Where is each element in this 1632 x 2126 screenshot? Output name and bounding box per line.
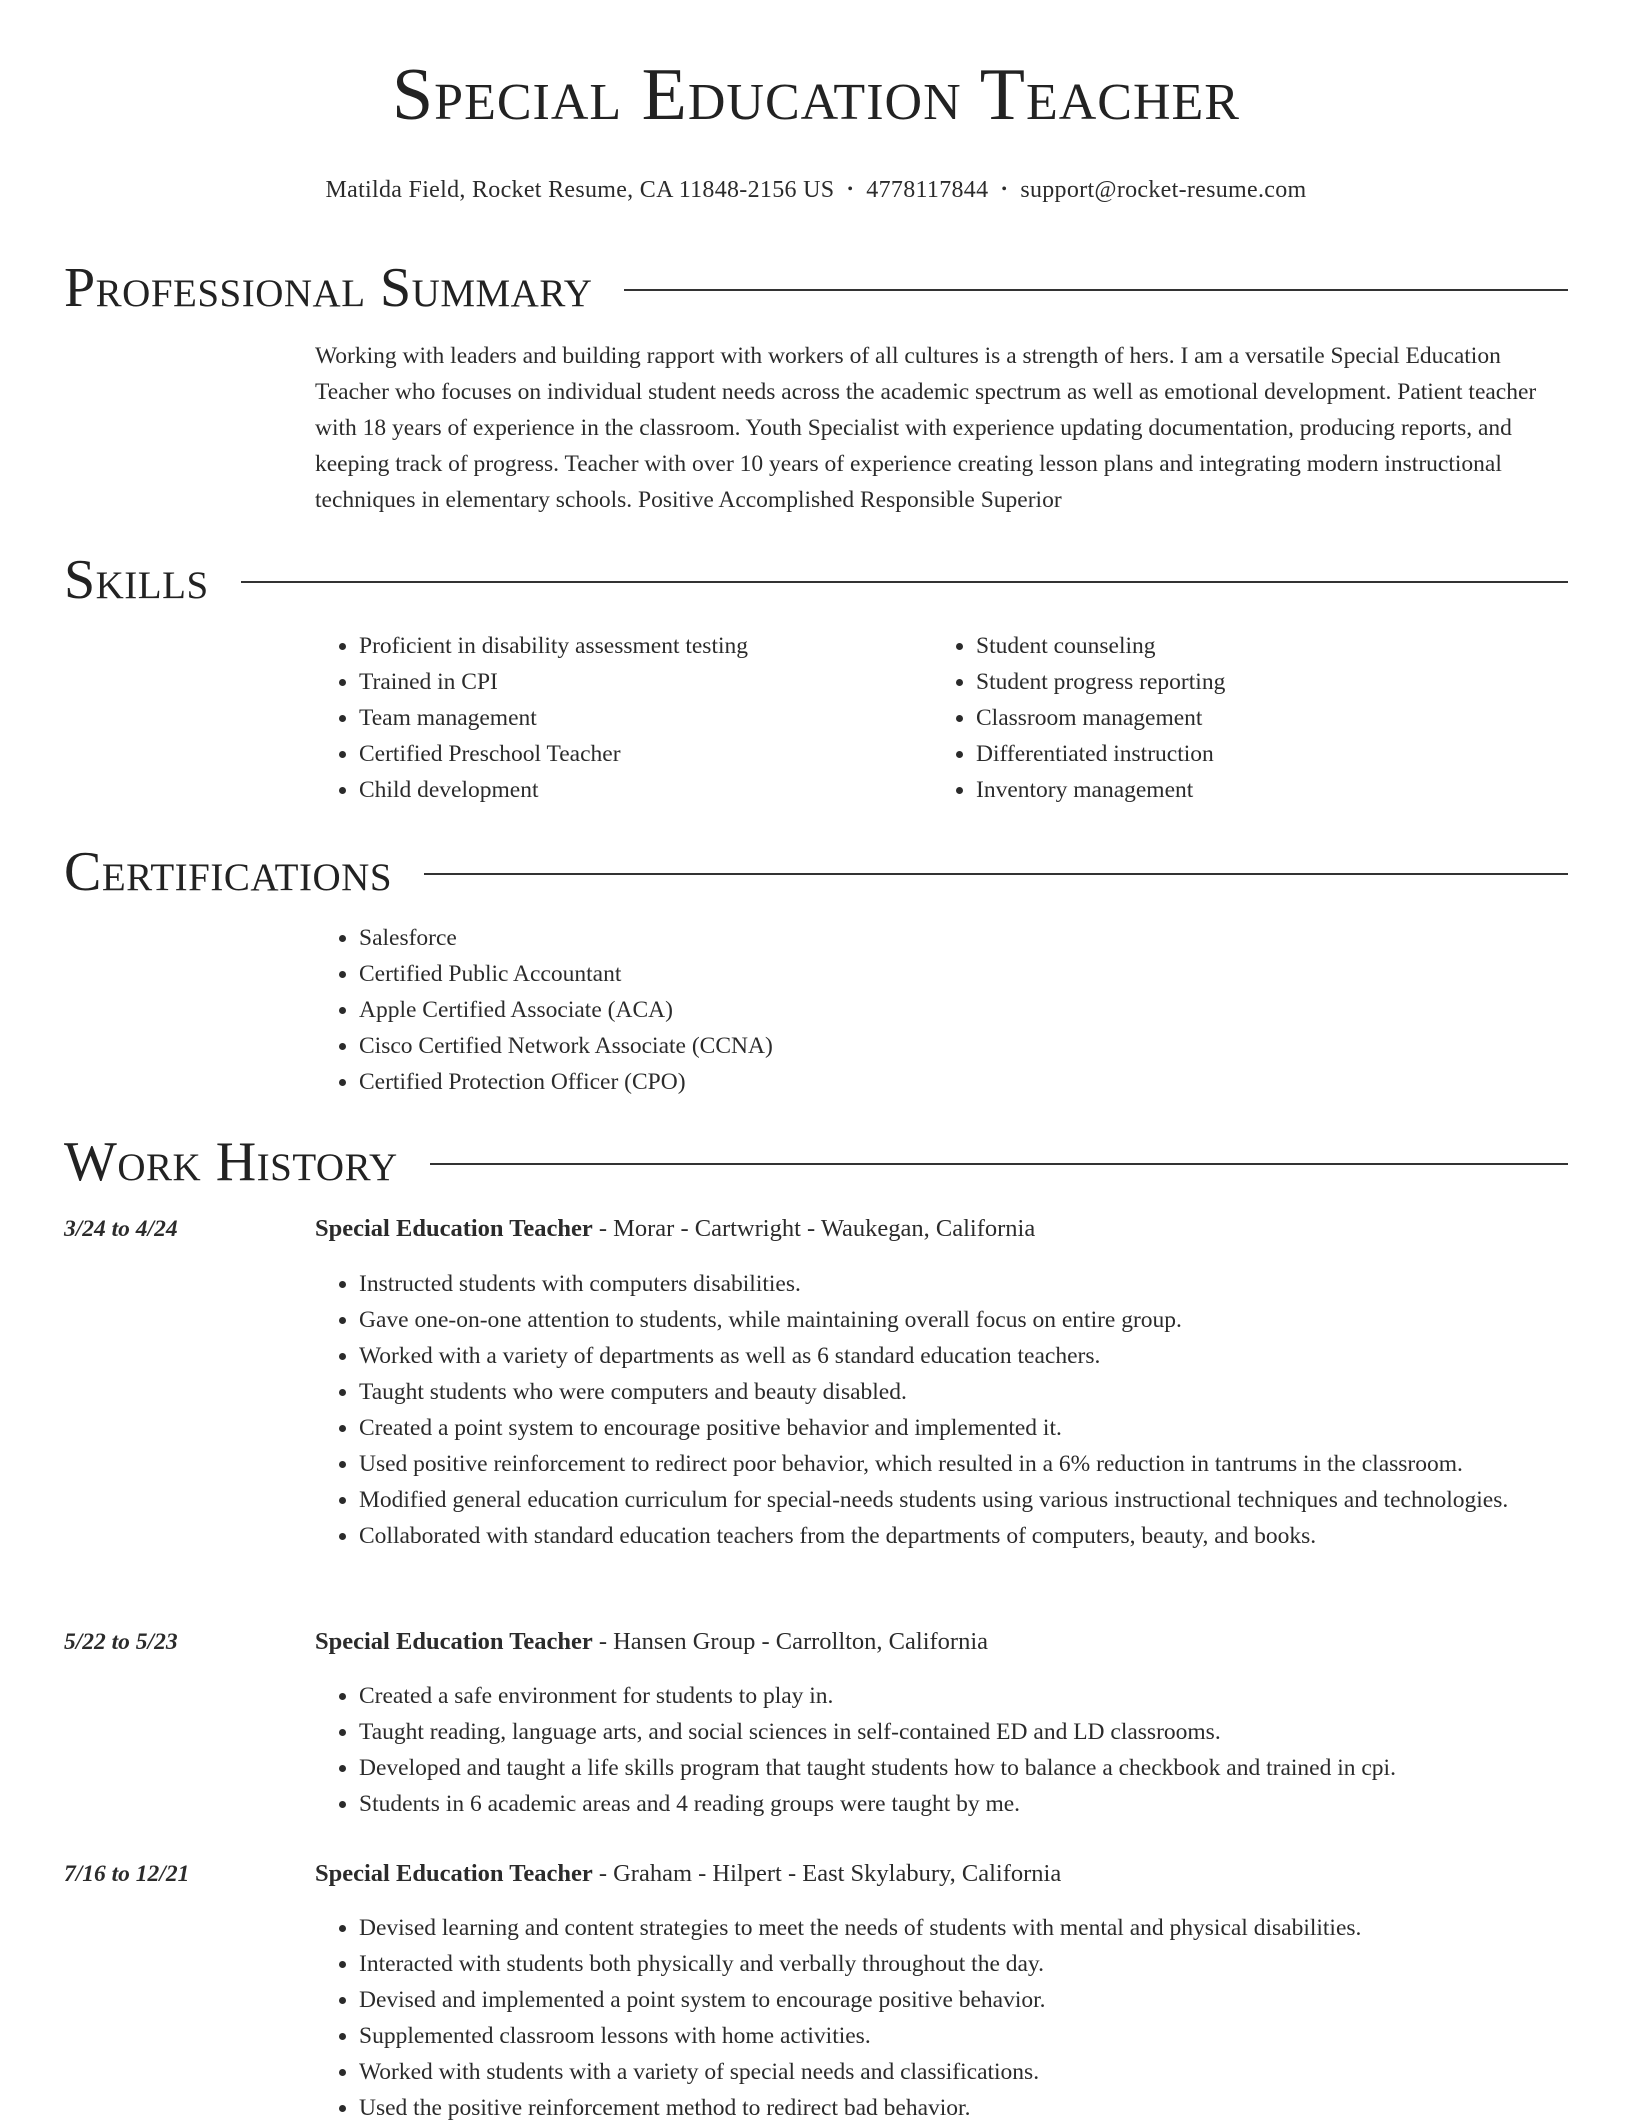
skills-column-left: [315, 628, 915, 808]
summary-text: Working with leaders and building rapport with workers of all cultures is a strength of hers. I am a versatile Special Education Teacher who focuses on individual student needs across the academic spectrum as well as emotional development. Patient teacher with 18 years of experience in the classroom. Youth Specialist with experience updating documentation, producing reports, and keeping track of progress. Teacher with over 10 years of experience creating lesson plans and integrating modern instructional techniques in elementary schools. Positive Accomplished Responsible Superior: [315, 343, 1537, 513]
job-dates: 7/16 to 12/21: [64, 1861, 190, 1887]
work-history-section-header: [64, 1131, 1568, 1193]
contact-line: [64, 176, 1568, 205]
job-title: Special Education Teacher: [315, 1860, 593, 1887]
job-dates: 3/24 to 4/24: [64, 1216, 178, 1242]
job-duty-item: • Students in 6 academic areas and 4 reading groups were taught by me.: [359, 1786, 1568, 1822]
summary-heading: Professional Summary: [64, 257, 593, 319]
skills-heading: Skills: [64, 549, 209, 611]
job-duties: [315, 1678, 1568, 1822]
skill-item: • Student progress reporting: [976, 664, 1532, 700]
skill-item: • Differentiated instruction: [976, 736, 1532, 772]
section-divider: [241, 581, 1568, 583]
job-duty-item: • Developed and taught a life skills program that taught students how to balance a checkbook and trained in cpi.: [359, 1750, 1568, 1786]
bullet-separator: •: [1001, 181, 1008, 198]
skills-column-right: [932, 628, 1532, 808]
work-history-heading: Work History: [64, 1131, 398, 1193]
job-duty-item: • Interacted with students both physically and verbally throughout the day.: [359, 1946, 1568, 1982]
job-duty-item: • Taught students who were computers and beauty disabled.: [359, 1374, 1568, 1410]
job-duty-item: • Collaborated with standard education teachers from the departments of computers, beauty, and books.: [359, 1518, 1568, 1554]
job-employer-location: - Hansen Group - Carrollton, California: [592, 1628, 989, 1655]
job-duty-item: • Used the positive reinforcement method to redirect bad behavior.: [359, 2090, 1568, 2126]
job-duty-item: • Gave one-on-one attention to students, while maintaining overall focus on entire group.: [359, 1302, 1568, 1338]
job-duty-item: • Created a point system to encourage positive behavior and implemented it.: [359, 1410, 1568, 1446]
skill-item: • Inventory management: [976, 772, 1532, 808]
job-duty-item: • Taught reading, language arts, and social sciences in self-contained ED and LD classrooms.: [359, 1714, 1568, 1750]
job-duty-item: • Instructed students with computers disabilities.: [359, 1266, 1568, 1302]
job-header: [315, 1624, 1568, 1660]
certification-item: • Cisco Certified Network Associate (CCNA): [359, 1028, 1315, 1064]
skill-item: • Child development: [359, 772, 915, 808]
contact-phone: 4778117844: [866, 177, 989, 203]
job-duty-item: • Devised and implemented a point system to encourage positive behavior.: [359, 1982, 1568, 2018]
section-divider: [624, 289, 1568, 291]
job-duties: [315, 1266, 1568, 1554]
section-divider: [430, 1163, 1568, 1165]
page-title: Special Education Teacher: [392, 54, 1240, 136]
skill-item: • Certified Preschool Teacher: [359, 736, 915, 772]
job-employer-location: - Morar - Cartwright - Waukegan, California: [592, 1215, 1036, 1242]
certification-item: • Certified Protection Officer (CPO): [359, 1064, 1315, 1100]
job-title: Special Education Teacher: [315, 1215, 593, 1242]
certification-item: • Apple Certified Associate (ACA): [359, 992, 1315, 1028]
skill-item: • Trained in CPI: [359, 664, 915, 700]
skill-item: • Team management: [359, 700, 915, 736]
job-header: [315, 1856, 1568, 1892]
job-duty-item: • Used positive reinforcement to redirect poor behavior, which resulted in a 6% reduction in tantrums in the classroom.: [359, 1446, 1568, 1482]
job-duties: [315, 1910, 1568, 2126]
skill-item: • Proficient in disability assessment testing: [359, 628, 915, 664]
section-divider: [424, 873, 1568, 875]
job-duty-item: • Modified general education curriculum for special-needs students using various instructional techniques and technologies.: [359, 1482, 1568, 1518]
job-duty-item: • Worked with students with a variety of special needs and classifications.: [359, 2054, 1568, 2090]
job-header: [315, 1211, 1568, 1247]
certification-item: • Certified Public Accountant: [359, 956, 1315, 992]
certification-item: • Salesforce: [359, 920, 1315, 956]
job-duty-item: • Devised learning and content strategies to meet the needs of students with mental and physical disabilities.: [359, 1910, 1568, 1946]
skill-item: • Classroom management: [976, 700, 1532, 736]
job-duty-item: • Supplemented classroom lessons with home activities.: [359, 2018, 1568, 2054]
job-employer-location: - Graham - Hilpert - East Skylabury, California: [592, 1860, 1062, 1887]
skill-item: • Student counseling: [976, 628, 1532, 664]
certifications-list: [315, 920, 1315, 1100]
summary-section-header: [64, 257, 1568, 319]
job-duty-item: • Worked with a variety of departments as well as 6 standard education teachers.: [359, 1338, 1568, 1374]
certifications-heading: Certifications: [64, 841, 393, 903]
job-dates: 5/22 to 5/23: [64, 1629, 178, 1655]
job-duty-item: • Created a safe environment for students to play in.: [359, 1678, 1568, 1714]
bullet-separator: •: [847, 181, 854, 198]
certifications-section-header: [64, 841, 1568, 903]
job-title: Special Education Teacher: [315, 1628, 593, 1655]
skills-section-header: [64, 549, 1568, 611]
contact-email: support@rocket-resume.com: [1020, 177, 1307, 203]
contact-address: Matilda Field, Rocket Resume, CA 11848-2156 US: [325, 177, 835, 203]
